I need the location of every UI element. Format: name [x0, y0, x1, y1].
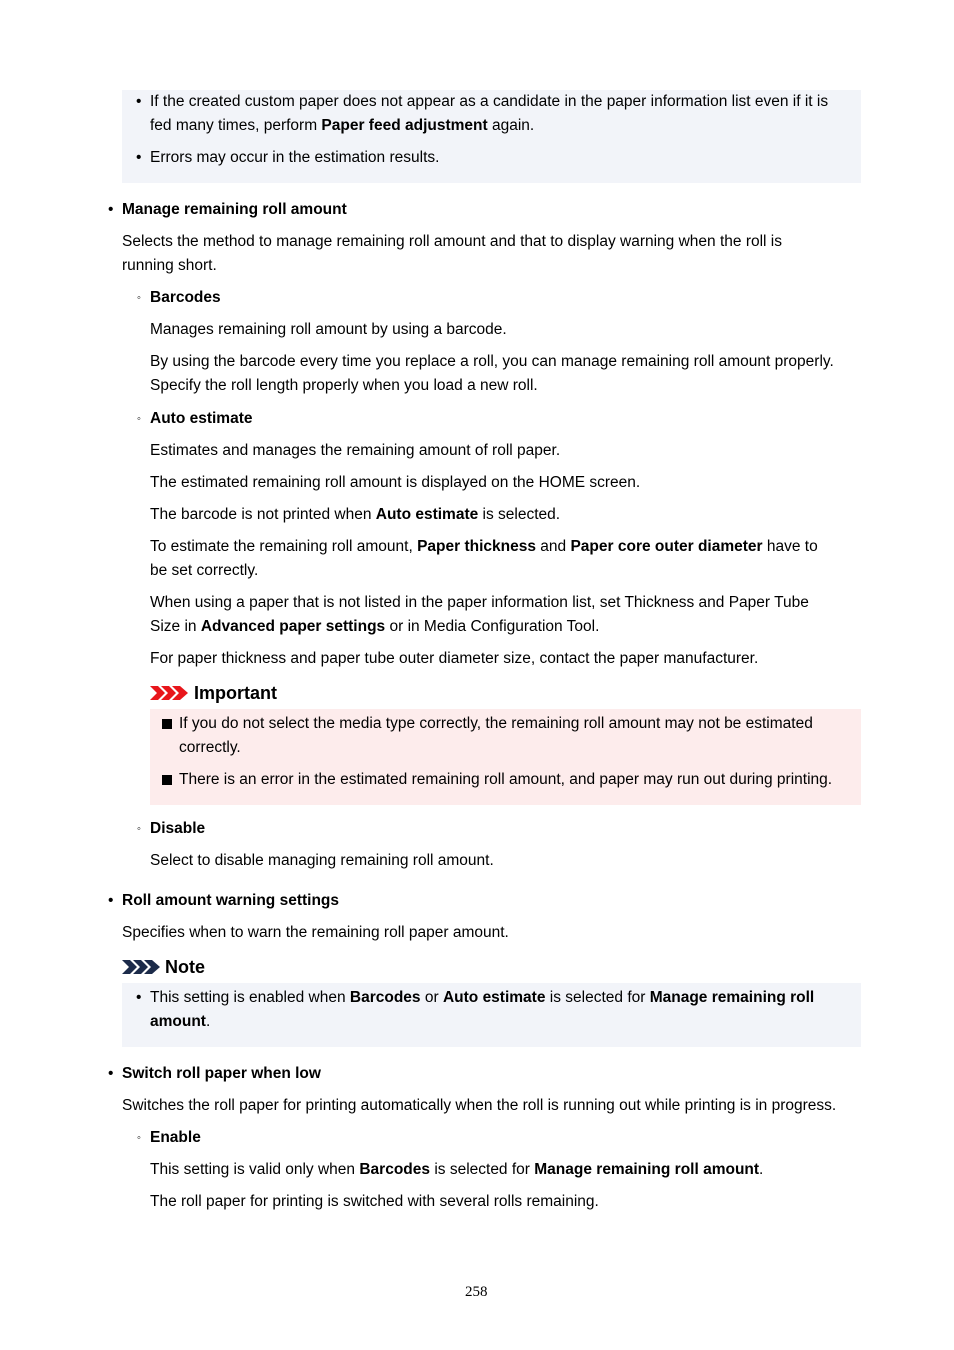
paragraph: Size in Advanced paper settings or in Media Configuration Tool. — [150, 618, 600, 635]
section-heading-warning: Roll amount warning settings — [122, 892, 340, 909]
paragraph: To estimate the remaining roll amount, Paper thickness and Paper core outer diameter have to — [150, 538, 818, 555]
sub-bullet: ◦ — [137, 292, 141, 304]
paragraph: By using the barcode every time you replace a roll, you can manage remaining roll amount properly. — [150, 353, 834, 370]
note-item-line: This setting is enabled when Barcodes or Auto estimate is selected for Manage remaining roll — [150, 989, 815, 1006]
important-icon — [150, 684, 190, 702]
paragraph: Specify the roll length properly when you load a new roll. — [150, 377, 538, 394]
note-item-line: amount. — [150, 1013, 211, 1030]
section-heading-manage: Manage remaining roll amount — [122, 201, 347, 218]
important-item-line: correctly. — [179, 739, 241, 756]
note-heading: Note — [165, 957, 205, 977]
option-heading-auto-estimate: Auto estimate — [150, 410, 253, 427]
paragraph: Selects the method to manage remaining roll amount and that to display warning when the roll is — [122, 233, 782, 250]
paragraph: The barcode is not printed when Auto estimate is selected. — [150, 506, 561, 523]
sub-bullet: ◦ — [137, 1132, 141, 1144]
paragraph: Switches the roll paper for printing automatically when the roll is running out while printing is in progress. — [122, 1097, 837, 1114]
bullet: • — [136, 93, 142, 110]
paragraph: When using a paper that is not listed in the paper information list, set Thickness and Paper Tube — [150, 594, 809, 611]
option-heading-disable: Disable — [150, 820, 206, 837]
page-number: 258 — [465, 1284, 488, 1300]
section-heading-switch: Switch roll paper when low — [122, 1065, 321, 1082]
note-item-line: fed many times, perform Paper feed adjustment again. — [150, 117, 535, 134]
paragraph: The roll paper for printing is switched with several rolls remaining. — [150, 1193, 599, 1210]
paragraph: This setting is valid only when Barcodes is selected for Manage remaining roll amount. — [150, 1161, 764, 1178]
paragraph: running short. — [122, 257, 217, 274]
paragraph: Specifies when to warn the remaining roll paper amount. — [122, 924, 509, 941]
square-bullet — [162, 719, 172, 729]
bullet: • — [108, 892, 114, 909]
important-item-line: If you do not select the media type correctly, the remaining roll amount may not be estimated — [179, 715, 813, 732]
paragraph: be set correctly. — [150, 562, 259, 579]
paragraph: Manages remaining roll amount by using a barcode. — [150, 321, 507, 338]
bullet: • — [136, 989, 142, 1006]
note-item-line: Errors may occur in the estimation results. — [150, 149, 440, 166]
note-icon — [122, 958, 162, 976]
paragraph: Select to disable managing remaining roll amount. — [150, 852, 494, 869]
important-item-line: There is an error in the estimated remaining roll amount, and paper may run out during printing. — [179, 771, 833, 788]
sub-bullet: ◦ — [137, 823, 141, 835]
important-heading: Important — [194, 683, 277, 703]
option-heading-barcodes: Barcodes — [150, 289, 221, 306]
paragraph: The estimated remaining roll amount is displayed on the HOME screen. — [150, 474, 641, 491]
paragraph: Estimates and manages the remaining amount of roll paper. — [150, 442, 561, 459]
paragraph: For paper thickness and paper tube outer diameter size, contact the paper manufacturer. — [150, 650, 759, 667]
bullet: • — [136, 149, 142, 166]
bullet: • — [108, 1065, 114, 1082]
option-heading-enable: Enable — [150, 1129, 201, 1146]
sub-bullet: ◦ — [137, 413, 141, 425]
bullet: • — [108, 201, 114, 218]
square-bullet — [162, 775, 172, 785]
note-item-line: If the created custom paper does not appear as a candidate in the paper information list even if it is — [150, 93, 829, 110]
